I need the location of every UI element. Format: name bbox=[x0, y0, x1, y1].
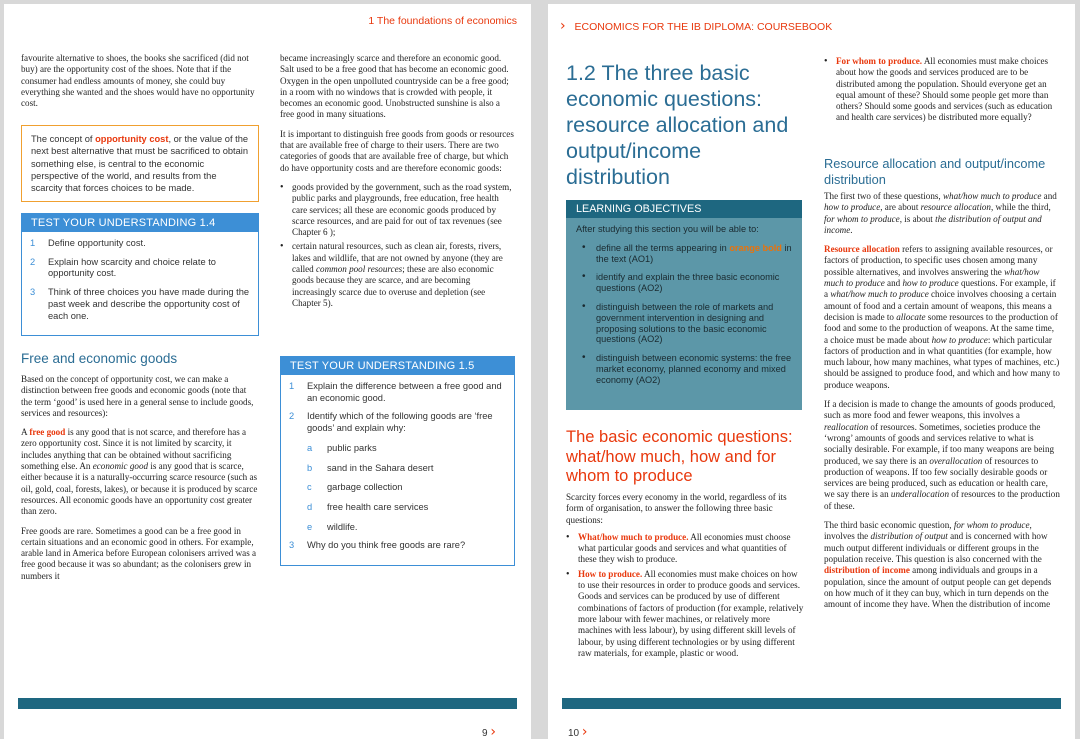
list-item: • How to produce. All economies must make choices on how to use their resources in order to produce goods and services. Goods and services can be produced by use of different combinations of factors of production (for example, relatively more labour with fewer machines, or relatively more machines with less labour), by using different skill levels of labour, by using different technologies or by using different raw materials, for example, plastic or wood. bbox=[566, 568, 804, 658]
paragraph: Based on the concept of opportunity cost, we can make a distinction between free goods and economic goods (note that the term ‘good’ is used here in a general sense to include goods, services and resources): bbox=[21, 374, 254, 418]
tyu-title: TEST YOUR UNDERSTANDING 1.5 bbox=[281, 357, 514, 375]
lo-title: LEARNING OBJECTIVES bbox=[566, 200, 802, 218]
left-page bbox=[4, 4, 531, 739]
test-understanding-1-4 bbox=[21, 213, 259, 336]
tyu-item: 3 Think of three choices you have made during the past week and describe the opportunity cost of each one. bbox=[30, 287, 250, 321]
list-item: • For whom to produce. All economies must make choices about how the goods and services produced are to be distributed among the population. Should everyone get an equal amount of these? Should some people get more than others? Should some goods and services (such as education and health care services) be distributed more equally? bbox=[824, 56, 1053, 123]
bullet-list bbox=[280, 182, 515, 309]
paragraph: Resource allocation refers to assigning available resources, or factors of production, to specific uses chosen among many possible alternatives, and involves answering the what/how much to produce and how to produce questions. For example, if a what/how much to produce choice involves choosing a certain amount of food and a certain amount of weapons, this means a decision is made to allocate some resources to the production of food and some to the production of weapons. At the same time, a choice must be made about how to produce: which particular factors of production and in what quantities (for example, how much labour, how many machines, what types of machines, etc.) should be assigned to produce food, and which and how many to produce weapons. bbox=[824, 244, 1060, 390]
running-head-right: › ECONOMICS FOR THE IB DIPLOMA: COURSEBOOK bbox=[560, 18, 833, 34]
section-heading-basic-questions: The basic economic questions: what/how much, how and for whom to produce bbox=[566, 428, 793, 485]
running-head-left: 1 The foundations of economics bbox=[368, 15, 517, 27]
basic-questions-text bbox=[566, 492, 804, 662]
paragraph: A free good is any good that is not scarce, and therefore has a zero opportunity cost. Since it is not limited by scarcity, it includes anything that can be obtained without sacrificing something else. An economic good is any good that is scarce, either because it is a naturally-occurring scarce resource (such as oil, gold, coal, forests, lakes), or because it is produced by scarce resources. All economic goods have an opportunity cost greater than zero. bbox=[21, 427, 258, 517]
paragraph: It is important to distinguish free goods from goods or resources that are available free of charge to their users. There are two categories of goods that are available free of charge, but which do have opportunity costs and are therefore economic goods: bbox=[280, 128, 514, 173]
tyu-item: 3 Why do you think free goods are rare? bbox=[289, 540, 466, 551]
right-column-top bbox=[824, 56, 1060, 127]
bullet-list bbox=[824, 56, 1060, 124]
section-heading-resource-allocation: Resource allocation and output/income distribution bbox=[824, 156, 1046, 187]
tyu-subitem: c garbage collection bbox=[307, 482, 403, 493]
tyu-subitem: e wildlife. bbox=[307, 521, 358, 532]
chevron-right-icon[interactable]: › bbox=[490, 724, 496, 739]
tyu-item: 2 Identify which of the following goods are ‘free goods’ and explain why: a public parks b sand in the Sahara desert c garbage collection d free health care services e wildlife. bbox=[289, 411, 506, 533]
paragraph: became increasingly scarce and therefore an economic good. Salt used to be a free good that has become an economic good. Oxygen in the open unpolluted countryside can be a free good; in a room with no windows that is crowded with people, it becomes an economic good. Unobstructed sunshine is also a free good in many situations. bbox=[280, 53, 509, 120]
left-column-1 bbox=[21, 53, 259, 117]
paragraph: Free goods are rare. Sometimes a good can be a free good in certain situations and an economic good in others. For example, arable land in America before European colonisers arrived was a free good because it was so abundant; as the colonisers grew in numbers it bbox=[21, 525, 257, 581]
chevron-right-icon[interactable]: › bbox=[560, 18, 566, 34]
lo-item: • distinguish between the role of markets and government intervention in designing and proposing solutions to the basic economic questions (AO2) bbox=[582, 300, 774, 345]
concept-box bbox=[21, 125, 259, 202]
lo-item: • distinguish between economic systems: the free market economy, planned economy and mixed economy (AO2) bbox=[582, 352, 792, 385]
lo-intro: After studying this section you will be able to: bbox=[576, 224, 759, 234]
concept-term: opportunity cost bbox=[95, 134, 169, 144]
tyu-subitem: a public parks bbox=[307, 442, 377, 453]
tyu-item: 1 Explain the difference between a free good and an economic good. bbox=[289, 381, 502, 403]
paragraph: Scarcity forces every economy in the world, regardless of its form of organisation, to answer the following three basic questions: bbox=[566, 492, 787, 525]
page-number-right: 10 › bbox=[568, 724, 588, 739]
left-column-2 bbox=[280, 53, 515, 312]
learning-objectives-box bbox=[566, 200, 802, 410]
lo-item: • identify and explain the three basic economic questions (AO2) bbox=[582, 271, 780, 294]
test-understanding-1-5 bbox=[280, 356, 515, 566]
free-goods-text bbox=[21, 374, 259, 590]
tyu-subitem: b sand in the Sahara desert bbox=[307, 462, 434, 473]
concept-text: , or the value of the next best alternative that must be sacrificed to obtain something else, is central to the economic perspective of the world, and results from the scarcity that forces choices to be made. bbox=[31, 134, 249, 194]
bullet-list bbox=[566, 532, 804, 659]
lo-item: • define all the terms appearing in orange bold in the text (AO1) bbox=[582, 241, 792, 264]
footer-bar bbox=[562, 698, 1061, 709]
resource-allocation-text bbox=[824, 191, 1060, 618]
page-number-left: 9 › bbox=[482, 724, 496, 739]
concept-text: The concept of bbox=[31, 134, 96, 144]
paragraph: favourite alternative to shoes, the books she sacrificed (did not buy) are the opportunity cost of the shoes. Note that if the consumer had endless amounts of money, she could buy everything she wanted and the shoes would have no opportunity cost. bbox=[21, 53, 255, 109]
list-item: • What/how much to produce. All economies must choose what particular goods and services and what quantities of these they wish to produce. bbox=[566, 531, 791, 565]
paragraph: The first two of these questions, what/how much to produce and how to produce, are about resource allocation, while the third, for whom to produce, is about the distribution of output and income. bbox=[824, 191, 1057, 235]
paragraph: The third basic economic question, for whom to produce, involves the distribution of output and is concerned with how much output different individuals or different groups in the population receive. This question is also concerned with the distribution of income among individuals and groups in a population, since the amount of output people can get depends on how much of it they can buy, which in turn depends on the amount of income they have. When the distribution of income bbox=[824, 520, 1052, 610]
list-item: • certain natural resources, such as clean air, forests, rivers, lakes and wildlife, that are not owned by anyone (they are called common pool resources; these are also economic goods because they are scarce, and are becoming increasingly scarce due to overuse and depletion (see Chapter 5). bbox=[280, 241, 503, 308]
tyu-item: 1 Define opportunity cost. bbox=[30, 238, 146, 248]
footer-bar bbox=[18, 698, 517, 709]
right-page bbox=[548, 4, 1075, 739]
section-title: 1.2 The three basic economic questions: resource allocation and output/income distribution bbox=[566, 61, 789, 189]
tyu-title: TEST YOUR UNDERSTANDING 1.4 bbox=[22, 214, 258, 232]
section-heading-free-goods: Free and economic goods bbox=[21, 351, 178, 366]
tyu-subitem: d free health care services bbox=[307, 501, 429, 512]
list-item: • goods provided by the government, such as the road system, public parks and playgrounds, free education, free health care services; all these are economic goods produced by scarce resources, and are paid for out of tax revenues (see Chapter 6 ); bbox=[280, 181, 512, 238]
paragraph: If a decision is made to change the amounts of goods produced, such as more food and fewer weapons, this involves a reallocation of resources. Sometimes, societies produce the ‘wrong’ amounts of goods and services relative to what is socially desirable. For example, if too many weapons are being produced, we say there is an overallocation of resources to production of weapons. If too few socially desirable goods or services are being produced, such as education or health care, we say there is an underallocation of resources to the production of these. bbox=[824, 399, 1060, 511]
tyu-item: 2 Explain how scarcity and choice relate to opportunity cost. bbox=[30, 256, 216, 279]
chevron-right-icon[interactable]: › bbox=[581, 724, 588, 739]
